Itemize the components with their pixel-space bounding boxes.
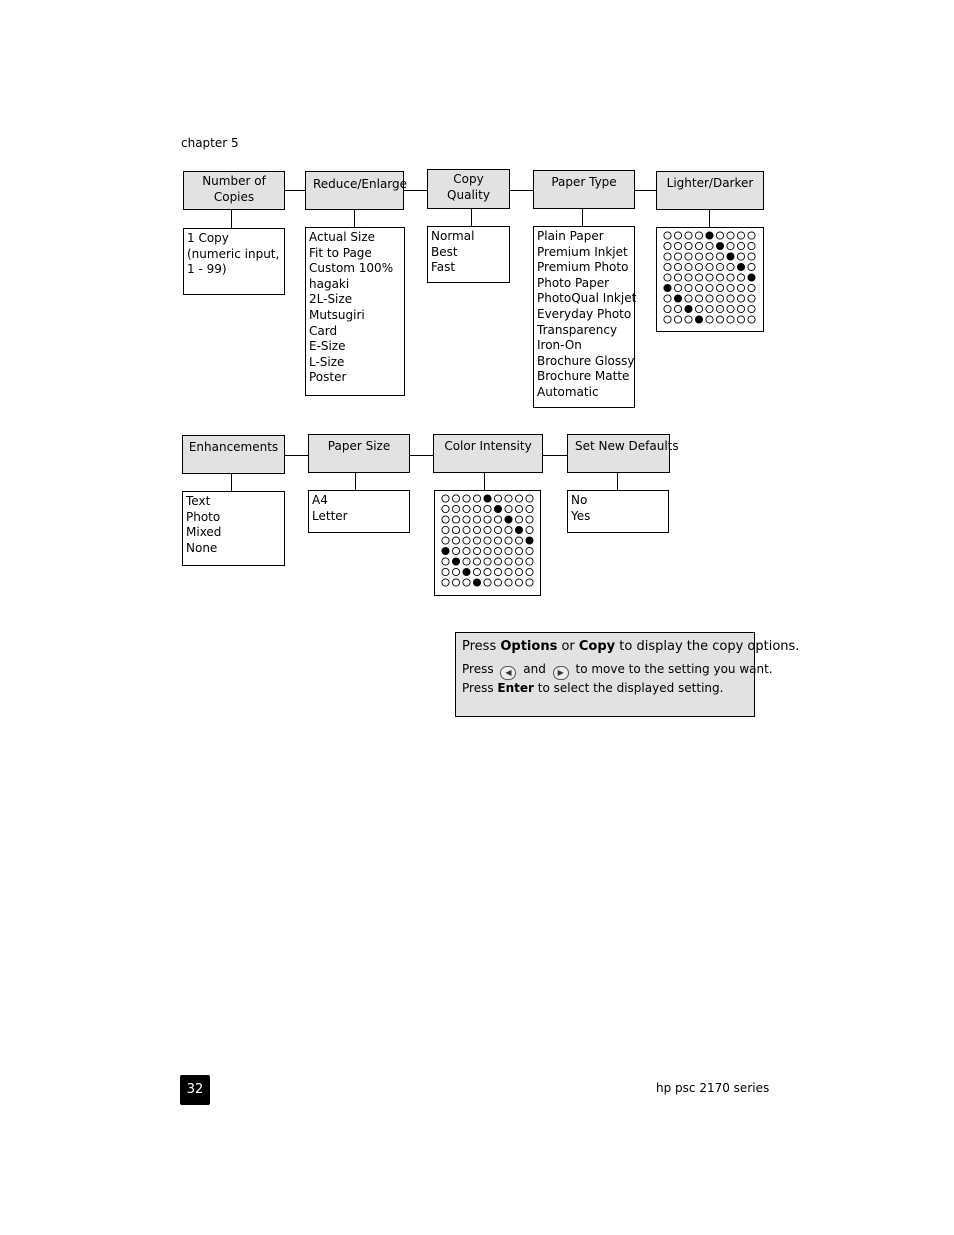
level-dot [526,579,533,586]
level-dot [442,537,449,544]
level-dot [674,316,681,323]
level-dot-filled [664,284,671,291]
level-dot [526,505,533,512]
instruction-line-enter: Press Enter to select the displayed setting. [462,681,724,695]
level-dot [505,537,512,544]
level-dot [695,284,702,291]
level-dot [526,516,533,523]
level-dot [505,558,512,565]
paper-size-options: A4 Letter [308,490,410,533]
reduce-enlarge-header: Reduce/Enlarge [305,171,404,210]
level-dot [727,263,734,270]
instructions-box [455,632,800,717]
level-dot [706,253,713,260]
level-dot [706,274,713,281]
connector-line [509,190,534,191]
connector-line [471,209,472,226]
level-dot [473,505,480,512]
level-dot [727,316,734,323]
level-dot [442,579,449,586]
level-dot [463,495,470,502]
level-dot [526,547,533,554]
level-dot [473,537,480,544]
level-dot [674,242,681,249]
paper-type-options: Plain Paper Premium Inkjet Premium Photo Photo Paper PhotoQual Inkjet Everyday Photo Transparency Iron-On Brochure Glossy Brochure Matte Automatic [533,226,635,408]
level-dot [727,274,734,281]
level-dot-filled [727,253,734,260]
connector-line [231,474,232,492]
level-dot-filled [748,274,755,281]
level-dot [695,274,702,281]
level-dot [515,537,522,544]
level-dot [463,579,470,586]
level-dot [494,526,501,533]
enhancements-header: Enhancements [182,435,285,474]
level-dot [674,263,681,270]
level-dot [748,263,755,270]
level-dot-filled [484,495,491,502]
level-dot [674,274,681,281]
set-new-defaults-header: Set New Defaults [567,434,670,473]
connector-line [231,210,232,228]
connector-line [484,473,485,491]
level-dot [664,242,671,249]
level-dot [484,537,491,544]
product-series: hp psc 2170 series [656,1081,770,1095]
level-dot [515,505,522,512]
level-dot [452,495,459,502]
level-dot [716,263,723,270]
level-dot [706,295,713,302]
level-dot [526,568,533,575]
paper-type-header: Paper Type [533,170,635,209]
level-dot-filled [494,505,501,512]
level-dot [505,579,512,586]
level-dot [515,547,522,554]
level-dot [685,316,692,323]
level-dot [442,516,449,523]
level-dot [706,284,713,291]
level-dot [685,242,692,249]
level-dot [716,316,723,323]
level-dot [452,568,459,575]
level-dot-filled [473,579,480,586]
level-dot-filled [737,263,744,270]
level-dot [442,526,449,533]
level-dot [473,558,480,565]
level-dot [685,263,692,270]
level-dot [737,274,744,281]
level-dot-filled [674,295,681,302]
level-dot [473,526,480,533]
lighter-darker-scale [656,227,764,332]
level-dot-filled [526,537,533,544]
level-dot [452,537,459,544]
level-dot [748,305,755,312]
level-dot [484,568,491,575]
connector-line [355,473,356,491]
level-dot [452,516,459,523]
level-dot [463,505,470,512]
level-dot [515,495,522,502]
level-dot [664,253,671,260]
level-dot [463,558,470,565]
instruction-line-options: Press Options or Copy to display the copy options. [462,639,800,654]
set-new-defaults-options: No Yes [567,490,669,533]
level-dot-filled [442,547,449,554]
level-dot [695,232,702,239]
level-dot [695,263,702,270]
level-dot [664,295,671,302]
level-dot [664,316,671,323]
level-dot-filled [706,232,713,239]
level-dot-filled [685,305,692,312]
level-dot [748,232,755,239]
level-dot [706,242,713,249]
level-dot [484,505,491,512]
level-dot [695,295,702,302]
level-dot [674,284,681,291]
level-dot-filled [695,316,702,323]
level-dot [716,274,723,281]
level-dot-filled [505,516,512,523]
level-dot [484,558,491,565]
instruction-line-arrows: Press ◀ and ▶ to move to the setting you want. [462,661,748,680]
level-dot [695,305,702,312]
connector-line [354,210,355,228]
level-dot [716,253,723,260]
page-number: 32 [180,1075,210,1105]
level-dot-filled [515,526,522,533]
level-dot [494,495,501,502]
level-dot [505,568,512,575]
level-dot [473,495,480,502]
level-dot [737,232,744,239]
level-dot [664,274,671,281]
level-dot [727,242,734,249]
chapter-label: chapter 5 [181,136,239,150]
level-dot [442,558,449,565]
connector-line [617,473,618,491]
level-dot [442,505,449,512]
level-dot [706,263,713,270]
level-dot [473,516,480,523]
level-dot [526,526,533,533]
level-dot [494,547,501,554]
level-dot [505,547,512,554]
level-dot [494,558,501,565]
level-dot [463,516,470,523]
level-dot [706,316,713,323]
level-dot [494,579,501,586]
level-dot [452,579,459,586]
connector-line [634,190,657,191]
level-dot [452,526,459,533]
level-dot [484,547,491,554]
level-dot [706,305,713,312]
level-dot [515,579,522,586]
level-dot [452,547,459,554]
level-dot [484,579,491,586]
level-dot [737,253,744,260]
level-dot [664,263,671,270]
level-dot [727,232,734,239]
level-dot [664,305,671,312]
color-intensity-header: Color Intensity [433,434,543,473]
level-dot-filled [452,558,459,565]
connector-line [284,455,309,456]
level-dot [685,284,692,291]
level-dot [526,495,533,502]
level-dot [674,253,681,260]
level-dot [737,305,744,312]
level-dot [685,253,692,260]
level-dot [526,558,533,565]
level-dot [695,242,702,249]
level-dot [494,516,501,523]
level-dot [463,547,470,554]
connector-line [582,209,583,226]
level-dot [515,568,522,575]
connector-line [284,190,306,191]
level-dot [505,526,512,533]
level-dot [716,295,723,302]
level-dot [484,526,491,533]
level-dot [727,305,734,312]
level-dot [494,568,501,575]
level-dot [695,253,702,260]
level-dot [748,242,755,249]
level-dot [484,516,491,523]
copy-quality-options: Normal Best Fast [427,226,510,283]
lighter-darker-dot-grid [663,231,759,327]
level-dot [748,316,755,323]
copy-quality-header: Copy Quality [427,169,510,209]
level-dot [473,568,480,575]
level-dot [685,232,692,239]
level-dot [748,295,755,302]
level-dot [473,547,480,554]
level-dot [515,558,522,565]
color-intensity-dot-grid [441,494,537,590]
level-dot [442,495,449,502]
level-dot [463,537,470,544]
level-dot [505,495,512,502]
level-dot [716,305,723,312]
connector-line [709,210,710,227]
level-dot-filled [716,242,723,249]
level-dot [505,505,512,512]
level-dot [674,305,681,312]
level-dot [515,516,522,523]
level-dot-filled [463,568,470,575]
paper-size-header: Paper Size [308,434,410,473]
level-dot [685,274,692,281]
connector-line [409,455,434,456]
level-dot [737,284,744,291]
level-dot [727,295,734,302]
level-dot [442,568,449,575]
level-dot [716,232,723,239]
level-dot [685,295,692,302]
level-dot [737,242,744,249]
color-intensity-scale [434,490,541,596]
level-dot [748,253,755,260]
level-dot [727,284,734,291]
lighter-darker-header: Lighter/Darker [656,171,764,210]
level-dot [748,284,755,291]
level-dot [737,316,744,323]
level-dot [463,526,470,533]
number-of-copies-options: 1 Copy (numeric input, 1 - 99) [183,228,285,295]
level-dot [674,232,681,239]
connector-line [542,455,568,456]
left-arrow-icon: ◀ [500,666,516,680]
level-dot [494,537,501,544]
number-of-copies-header: Number of Copies [183,171,285,210]
right-arrow-icon: ▶ [553,666,569,680]
level-dot [737,295,744,302]
level-dot [452,505,459,512]
reduce-enlarge-options: Actual Size Fit to Page Custom 100% hagaki 2L-Size Mutsugiri Card E-Size L-Size Poster [305,227,405,396]
level-dot [716,284,723,291]
enhancements-options: Text Photo Mixed None [182,491,285,566]
level-dot [664,232,671,239]
